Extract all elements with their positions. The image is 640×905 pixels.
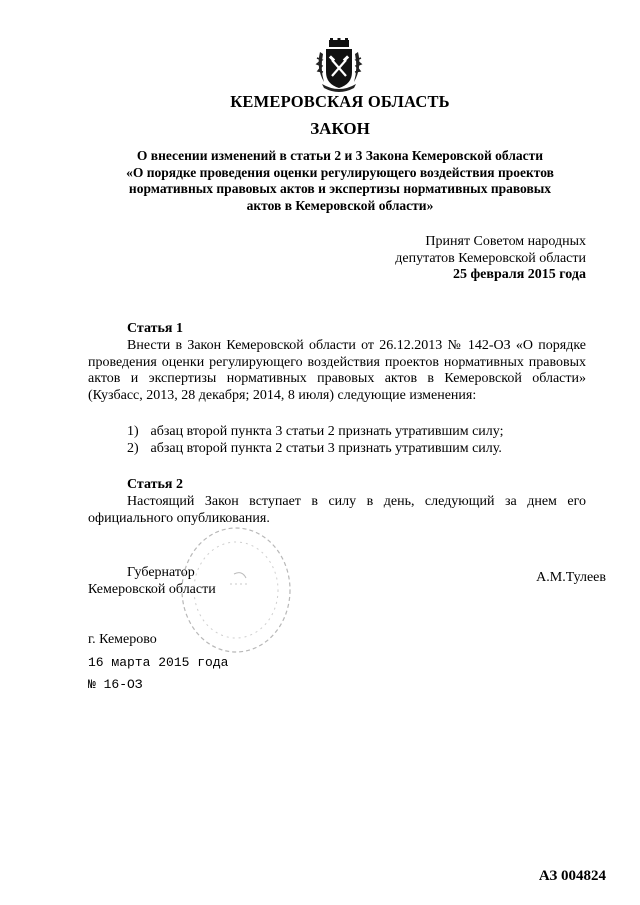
list-item-text: абзац второй пункта 3 статьи 2 признать утратившим силу; <box>150 424 504 439</box>
serial-number: АЗ 004824 <box>538 868 606 884</box>
law-number: № 16-ОЗ <box>88 677 143 692</box>
law-title-line: О внесении изменений в статьи 2 и 3 Закона Кемеровской области <box>136 148 544 163</box>
adoption-line: депутатов Кемеровской области <box>395 250 586 266</box>
law-title-line: нормативных правовых актов и экспертизы нормативных правовых <box>128 181 552 196</box>
article-1-text: Внести в Закон Кемеровской области от 26.12.2013 № 142-ОЗ «О порядке проведения оценки регулирующего воздействия проектов нормативных правовых актов и экспертизы нормативных правовых актов в Кемеровской области» (Кузбасс, 2013, 28 декабря; 2014, 8 июля) следующие изменения: <box>88 338 586 403</box>
law-title-line: «О порядке проведения оценки регулирующего воздействия проектов <box>126 164 554 180</box>
signing-date: 16 марта 2015 года <box>88 655 229 670</box>
list-item-text: абзац второй пункта 2 статьи 3 признать утратившим силу. <box>150 440 502 456</box>
signature-title <box>88 565 216 598</box>
governor-name: А.М.Тулеев <box>536 570 606 585</box>
article-2-text: Настоящий Закон вступает в силу в день, следующий за днем его официального опубликования. <box>88 494 586 526</box>
law-title-line: актов в Кемеровской области» <box>246 197 434 213</box>
list-item <box>127 441 503 458</box>
adoption-note <box>395 234 586 284</box>
list-item-number: 1) <box>127 424 139 439</box>
adoption-line: Принят Советом народных <box>425 234 586 249</box>
signature-title-line: Кемеровской области <box>88 581 216 597</box>
law-title <box>84 148 596 214</box>
list-item-number: 2) <box>127 440 139 456</box>
list-item <box>127 424 503 441</box>
signature-title-line: Губернатор <box>127 565 195 580</box>
article-2-heading: Статья 2 <box>127 477 183 492</box>
article-1-items <box>127 424 503 457</box>
kemerovo-coat-of-arms-icon <box>314 38 364 92</box>
document-type: ЗАКОН <box>310 119 370 138</box>
region-title: КЕМЕРОВСКАЯ ОБЛАСТЬ <box>230 92 450 111</box>
signing-place: г. Кемерово <box>88 632 157 647</box>
adoption-date: 25 февраля 2015 года <box>453 267 586 282</box>
article-1-heading: Статья 1 <box>127 321 183 336</box>
